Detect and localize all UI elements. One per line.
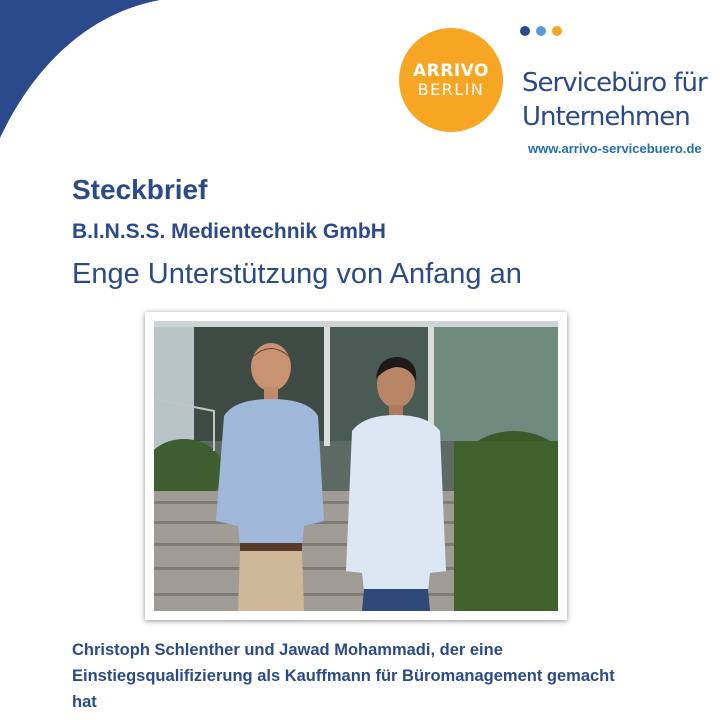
brand-dot-blue — [520, 26, 530, 36]
brand-url-link[interactable]: www.arrivo-servicebuero.de — [528, 141, 702, 156]
brand-title-line2: Unternehmen — [522, 102, 690, 132]
logo-text-arrivo: ARRIVO — [413, 60, 489, 81]
brand-dots — [520, 26, 562, 36]
logo-text-berlin: BERLIN — [417, 79, 485, 99]
photo-caption: Christoph Schlenther und Jawad Mohammadi, der eine Einstiegsqualifizierung als Kauffmann für Büromanagement gemacht hat — [72, 641, 615, 711]
brand-title — [522, 66, 717, 134]
photo-frame — [145, 312, 567, 620]
brand-title-line1: Servicebüro für — [522, 68, 707, 98]
brand-dot-orange — [552, 26, 562, 36]
page-heading: Steckbrief — [72, 174, 208, 205]
photo-two-men — [154, 321, 558, 611]
corner-swoosh-decoration — [0, 0, 200, 140]
brand-dot-lightblue — [536, 26, 546, 36]
company-name: B.I.N.S.S. Medientechnik GmbH — [72, 220, 386, 243]
arrivo-berlin-logo — [399, 28, 503, 132]
tagline: Enge Unterstützung von Anfang an — [72, 258, 522, 290]
